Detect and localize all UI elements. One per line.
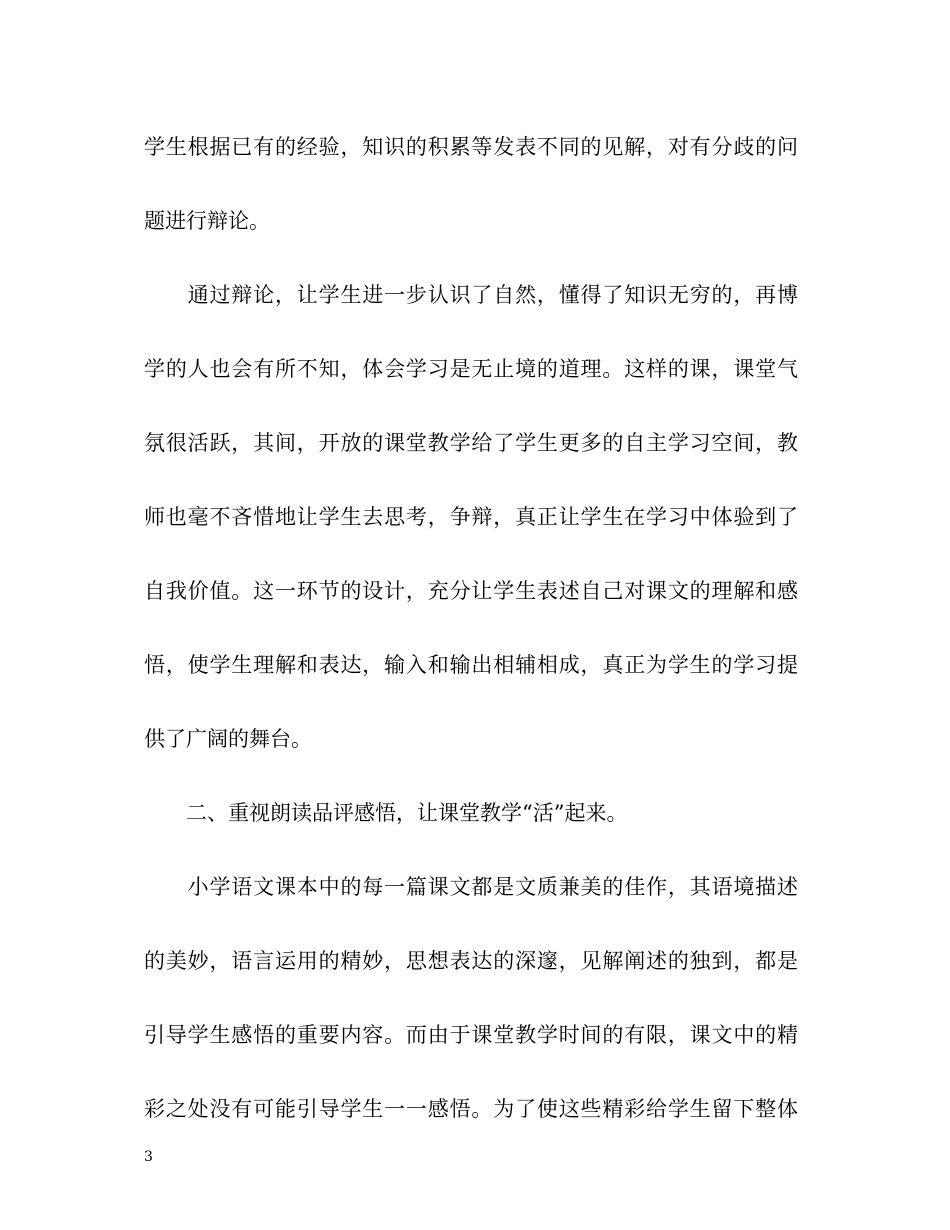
text-line: 师也毫不吝惜地让学生去思考，争辩，真正让学生在学习中体验到了 — [144, 505, 798, 529]
body-text — [144, 120, 798, 1156]
text-line: 通过辩论，让学生进一步认识了自然，懂得了知识无穷的，再博 — [144, 283, 798, 307]
text-line: 引导学生感悟的重要内容。而由于课堂教学时间的有限，课文中的精 — [144, 1023, 798, 1047]
text-line: 供了广阔的舞台。 — [144, 727, 312, 751]
text-line: 的美妙，语言运用的精妙，思想表达的深邃，见解阐述的独到，都是 — [144, 949, 798, 973]
text-line: 小学语文课本中的每一篇课文都是文质兼美的佳作，其语境描述 — [144, 875, 798, 899]
text-line: 悟，使学生理解和表达，输入和输出相辅相成，真正为学生的学习提 — [144, 653, 798, 677]
text-line: 学生根据已有的经验，知识的积累等发表不同的见解，对有分歧的问 — [144, 135, 798, 159]
text-line: 氛很活跃，其间，开放的课堂教学给了学生更多的自主学习空间，教 — [144, 431, 798, 455]
page-number: 3 — [144, 1149, 153, 1165]
text-line: 二、重视朗读品评感悟，让课堂教学“活”起来。 — [144, 801, 628, 825]
text-line: 学的人也会有所不知，体会学习是无止境的道理。这样的课，课堂气 — [144, 357, 798, 381]
text-line: 自我价值。这一环节的设计，充分让学生表述自己对课文的理解和感 — [144, 579, 798, 603]
text-line: 彩之处没有可能引导学生一一感悟。为了使这些精彩给学生留下整体 — [144, 1097, 798, 1121]
text-line: 题进行辩论。 — [144, 209, 270, 233]
